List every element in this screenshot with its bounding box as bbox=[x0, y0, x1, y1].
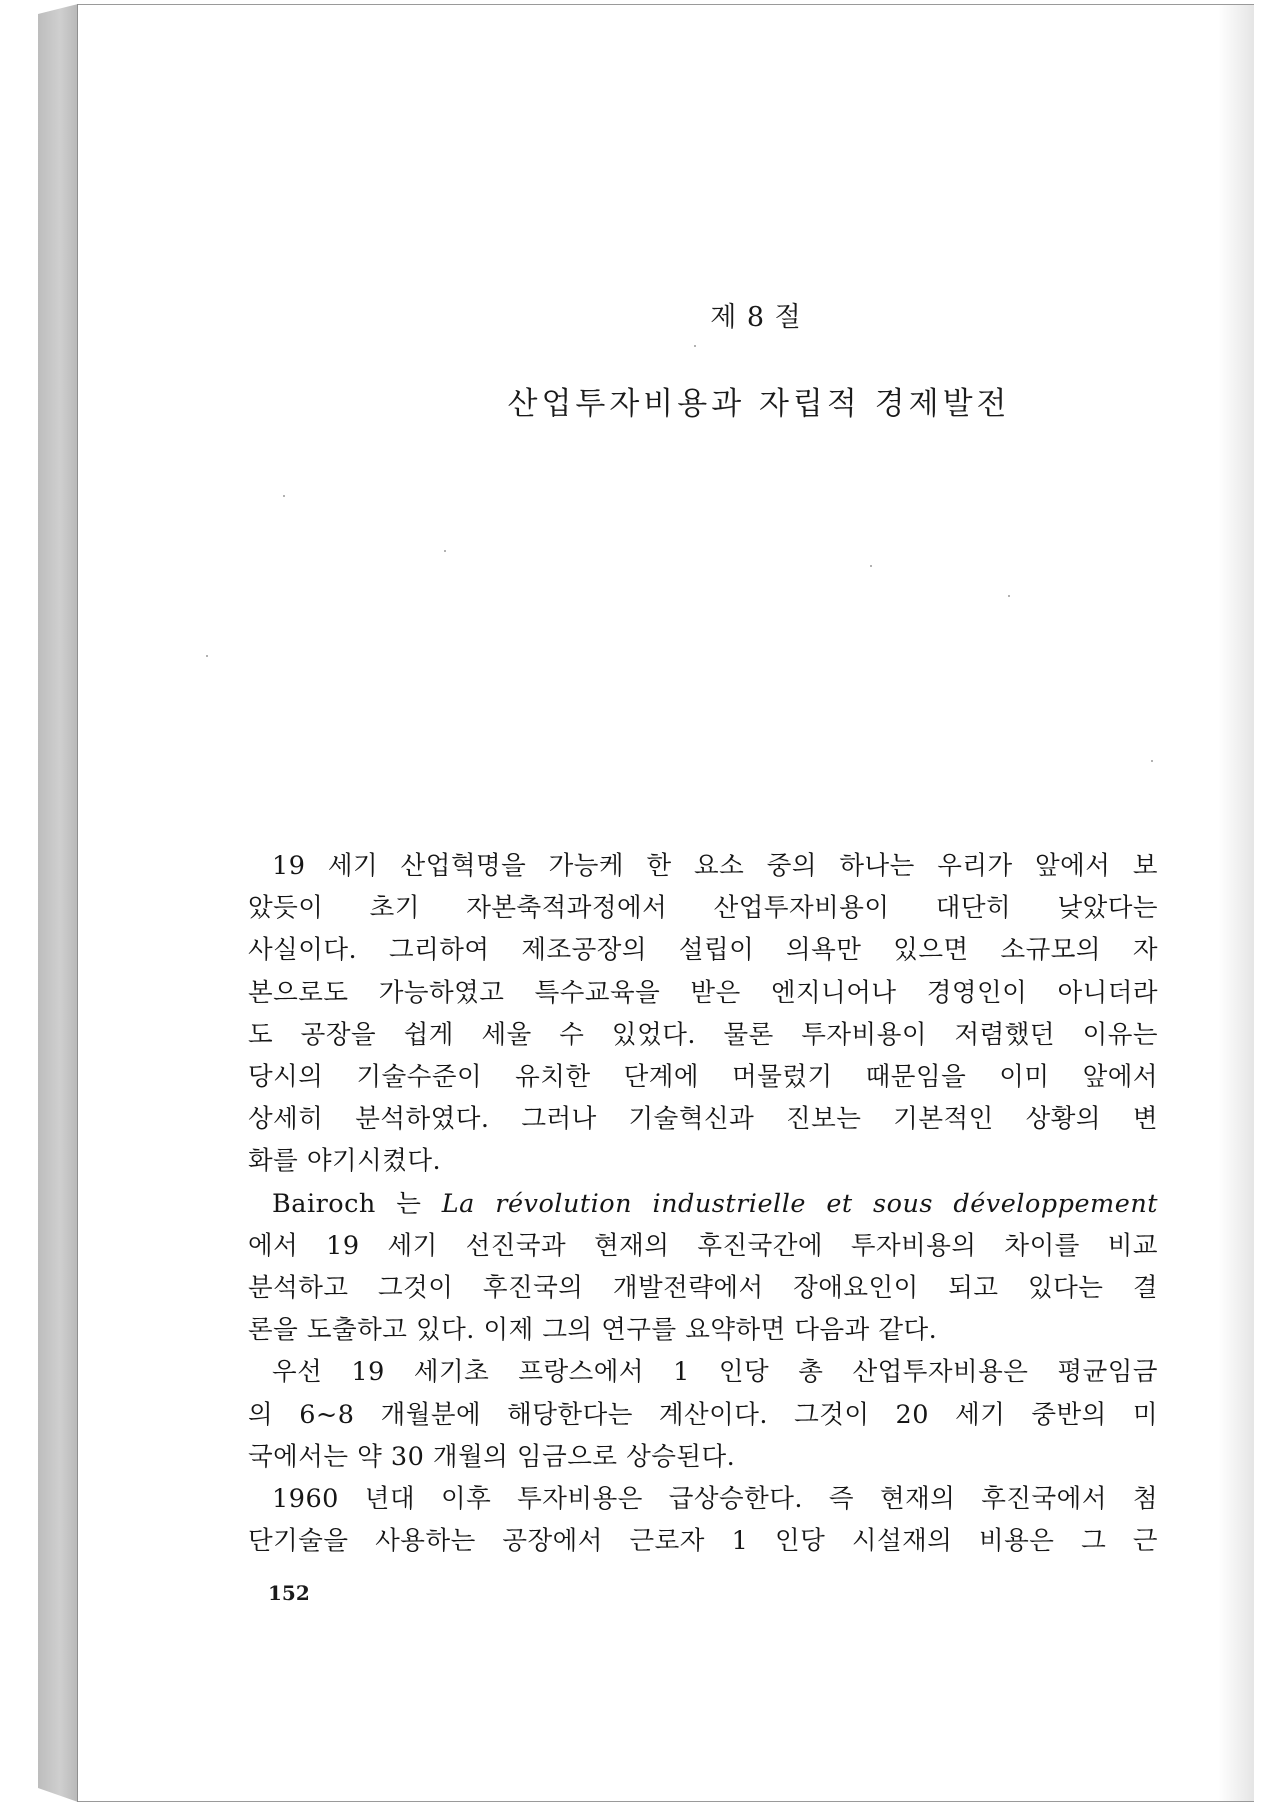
dust-speck bbox=[694, 345, 696, 347]
text-line: 의 6~8 개월분에 해당한다는 계산이다. 그것이 20 세기 중반의 미 bbox=[248, 1399, 1158, 1430]
dust-speck bbox=[444, 550, 446, 552]
text-line: 론을 도출하고 있다. 이제 그의 연구를 요약하면 다음과 같다. bbox=[248, 1315, 938, 1346]
body-text bbox=[248, 845, 1158, 1562]
text-line: 았듯이 초기 자본축적과정에서 산업투자비용이 대단히 낮았다는 bbox=[248, 893, 1158, 924]
text-line: 1960 년대 이후 투자비용은 급상승한다. 즉 현재의 후진국에서 첨 bbox=[272, 1484, 1158, 1515]
text-line: 에서 19 세기 선진국과 현재의 후진국간에 투자비용의 차이를 비교 bbox=[248, 1230, 1158, 1261]
text-line: 단기술을 사용하는 공장에서 근로자 1 인당 시설재의 비용은 그 근 bbox=[248, 1526, 1158, 1557]
page-number: 152 bbox=[268, 1581, 310, 1605]
text-line: 도 공장을 쉽게 세울 수 있었다. 물론 투자비용이 저렴했던 이유는 bbox=[248, 1019, 1158, 1050]
book-title: La révolution industrielle et sous développement bbox=[441, 1188, 1158, 1219]
dust-speck bbox=[1151, 760, 1153, 762]
text-line: 분석하고 그것이 후진국의 개발전략에서 장애요인이 되고 있다는 결 bbox=[248, 1273, 1158, 1304]
section-title: 산업투자비용과 자립적 경제발전 bbox=[507, 386, 1011, 422]
dust-speck bbox=[1008, 595, 1010, 597]
page-edge-shadow bbox=[1218, 5, 1254, 1801]
text-line: 우선 19 세기초 프랑스에서 1 인당 총 산업투자비용은 평균임금 bbox=[272, 1357, 1158, 1388]
text-line: 19 세기 산업혁명을 가능케 한 요소 중의 하나는 우리가 앞에서 보 bbox=[272, 851, 1158, 881]
book-spine bbox=[38, 4, 78, 1802]
text-line: 화를 야기시켰다. bbox=[248, 1146, 442, 1177]
section-number: 제 8 절 bbox=[710, 302, 802, 333]
text-line: 국에서는 약 30 개월의 임금으로 상승된다. bbox=[248, 1441, 736, 1472]
dust-speck bbox=[870, 565, 872, 567]
dust-speck bbox=[206, 655, 208, 657]
text-line: 당시의 기술수준이 유치한 단계에 머물렀기 때문임을 이미 앞에서 bbox=[248, 1062, 1158, 1093]
author-name: Bairoch 는 bbox=[272, 1188, 442, 1219]
text-line: 상세히 분석하였다. 그러나 기술혁신과 진보는 기본적인 상황의 변 bbox=[248, 1104, 1158, 1135]
text-line: 본으로도 가능하였고 특수교육을 받은 엔지니어나 경영인이 아니더라 bbox=[248, 977, 1158, 1008]
text-line: 사실이다. 그리하여 제조공장의 설립이 의욕만 있으면 소규모의 자 bbox=[248, 935, 1158, 966]
book-page bbox=[78, 4, 1254, 1802]
text-line-with-book-title bbox=[248, 1183, 1158, 1225]
dust-speck bbox=[283, 495, 285, 497]
